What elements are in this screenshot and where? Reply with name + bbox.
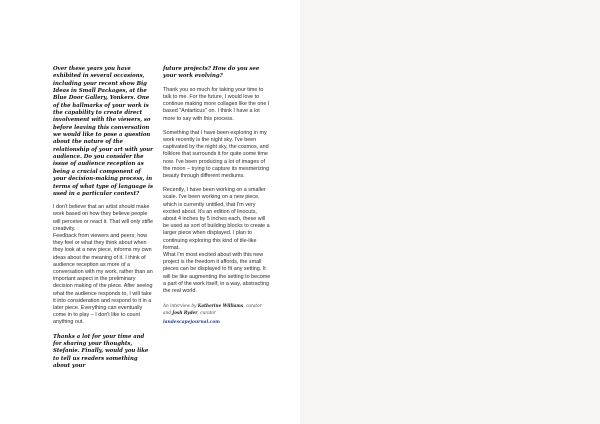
interview-credit — [163, 302, 271, 316]
right-column — [163, 66, 271, 326]
answer-paragraph: Feedback from viewers and peers; how they feel or what they think about when they look at a new piece, informs my own ideas about the meaning of it. I think of audience reception as more of a conversation with my work, rather than an important aspect in the preliminary decision making of the piece. After seeing what the audience responds to, I will take it into consideration and respond to it in a later piece. Everything can eventually come in to play – I don't like to count anything out. — [53, 233, 153, 326]
question-audience: Over these years you have exhibited in several occasions, including your recent show Big Ideas in Small Packages, at the Blue Door Gallery, Yonkers. One of the hallmarks of your work is the capability to create direct involvement with the viewers, so before leaving this conversation we would like to pose a question about the nature of the relationship of your art with your audience. Do you consider the issue of audience reception as being a crucial component of your decision-making process, in terms of what type of language is used in a particular context? — [53, 66, 153, 197]
answer-paragraph: Thank you so much for taking your time to talk to me. For the future, I would love to continue making more collages like the one I based "Antarticus" on. I think I have a lot more to say with this process. — [163, 86, 270, 122]
answer-paragraph: I don't believe that an artist should make work based on how they believe people will perceive or react it. That will only stifle creativity. — [53, 204, 153, 232]
interviewer-name: Katherine Williams — [197, 303, 244, 309]
credit-prefix: An interview by — [163, 303, 198, 309]
left-column — [53, 66, 153, 376]
right-page-blank — [300, 0, 600, 424]
credit-and: and — [163, 310, 173, 316]
answer-paragraph: Recently, I have been working on a smaller scale. I've been working on a new piece, which is currently untitled, that I'm very excited about. It's an edition of linocuts, about 4 inches by 5 inches each, these will be used as sort of building blocks to create a larger piece when displayed. I plan to continuing exploring this kind of tile-like format. — [163, 187, 270, 251]
website-link[interactable]: landescapejournal.com — [163, 320, 220, 326]
question-future: Thanks a lot for your time and for sharing your thoughts, Stefanie. Finally, would you like to tell us readers something about your — [53, 333, 149, 370]
question-future-continued: future projects? How do you see your work evolving? — [163, 66, 260, 80]
second-curator-role: , curator — [197, 310, 216, 316]
answer-paragraph: Something that I have been exploring in my work recently is the night sky. I've been captivated by the night sky, the cosmos, and folklore that surrounds it for quite some time now. I've been producing a lot of images of the moon – trying to capture its mesmerizing beauty through different mediums. — [163, 129, 270, 179]
second-curator-name: Josh Ryder — [172, 310, 198, 316]
interviewer-role: , curator — [243, 303, 262, 309]
answer-paragraph: What I'm most excited about with this new project is the freedom it affords, the small pieces can be displayed to fit any setting. It will be like augmenting the setting to become a part of the work itself, in a way, abstracting the real world. — [163, 251, 271, 294]
